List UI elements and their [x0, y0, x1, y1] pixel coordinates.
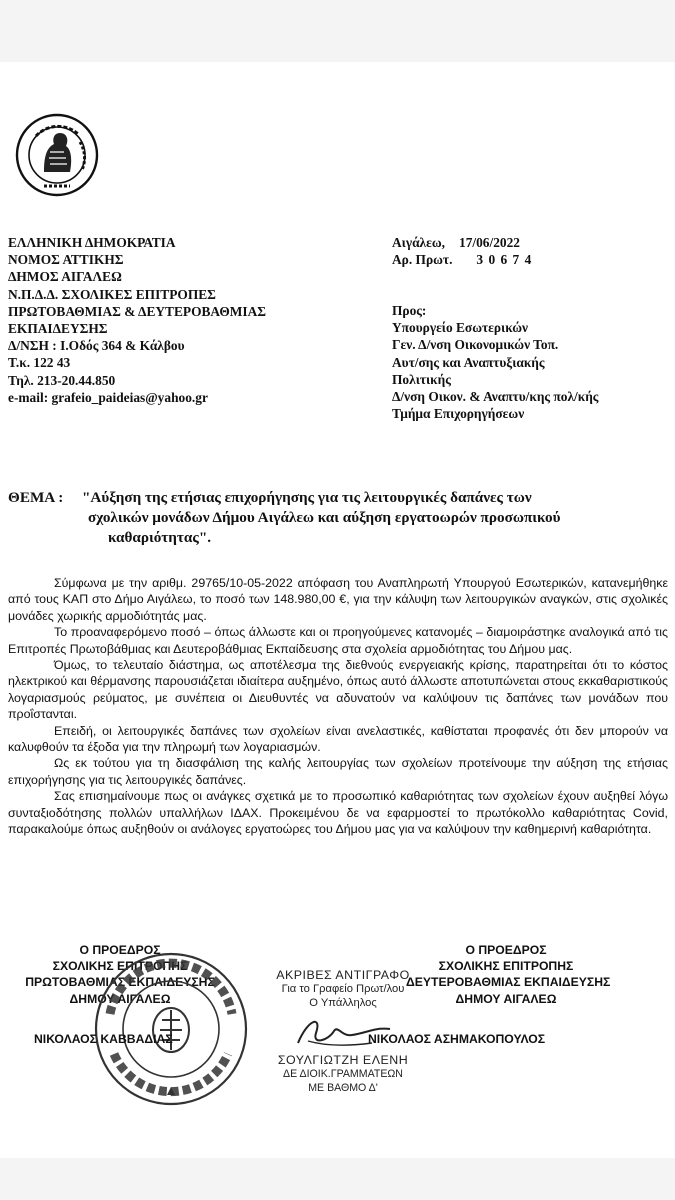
municipality-seal-logo — [14, 112, 100, 198]
header-line: Τηλ. 213-20.44.850 — [8, 372, 116, 388]
recipient-block — [392, 302, 598, 422]
signature-title: ΣΧΟΛΙΚΗΣ ΕΠΙΤΡΟΠΗΣ — [52, 959, 188, 974]
date-value: 17/06/2022 — [459, 235, 521, 250]
signature-title: Ο ΠΡΟΕΔΡΟΣ — [79, 943, 161, 957]
signer-name-right: ΝΙΚΟΛΑΟΣ ΑΣΗΜΑΚΟΠΟΥΛΟΣ — [368, 1032, 546, 1046]
subject-line: "Αύξηση της ετήσιας επιχορήγησης για τις λειτουργικές δαπάνες των — [82, 489, 532, 506]
recipient-line: Δ/νση Οικον. & Αναπτυ/κης πολ/κής — [392, 388, 599, 404]
top-bar — [0, 0, 675, 62]
header-email: e-mail: grafeio_paideias@yahoo.gr — [8, 389, 208, 405]
sender-header — [8, 234, 266, 406]
cert-title: ΑΚΡΙΒΕΣ ΑΝΤΙΓΡΑΦΟ — [276, 968, 410, 982]
signature-title: ΔΗΜΟΥ ΑΙΓΑΛΕΩ — [69, 991, 171, 1006]
header-line: Ν.Π.Δ.Δ. ΣΧΟΛΙΚΕΣ ΕΠΙΤΡΟΠΕΣ — [8, 286, 216, 302]
header-line: ΝΟΜΟΣ ΑΤΤΙΚΗΣ — [8, 252, 124, 268]
recipient-label: Προς: — [392, 303, 427, 318]
subject-label: ΘΕΜΑ : — [8, 489, 64, 506]
recipient-line: Πολιτικής — [392, 371, 451, 387]
header-line: Τ.κ. 122 43 — [8, 355, 71, 371]
header-line: ΔΗΜΟΣ ΑΙΓΑΛΕΩ — [8, 269, 122, 285]
recipient-line: Αυτ/σης και Αναπτυξιακής — [392, 354, 545, 370]
letter-body — [8, 575, 668, 838]
signature-right — [406, 942, 611, 1007]
header-line: ΠΡΩΤΟΒΑΘΜΙΑΣ & ΔΕΥΤΕΡΟΒΑΘΜΙΑΣ — [8, 303, 267, 319]
recipient-line: Τμήμα Επιχορηγήσεων — [392, 406, 525, 422]
signature-title: ΣΧΟΛΙΚΗΣ ΕΠΙΤΡΟΠΗΣ — [438, 959, 574, 974]
subject-line: σχολικών μονάδων Δήμου Αιγάλεω και αύξηση εργατοωρών προσωπικού — [88, 509, 561, 526]
signature-title: ΔΗΜΟΥ ΑΙΓΑΛΕΩ — [455, 991, 557, 1006]
recipient-line: Υπουργείο Εσωτερικών — [392, 320, 529, 336]
cert-name: ΣΟΥΛΓΙΩΤΖΗ ΕΛΕΝΗ — [277, 1052, 409, 1067]
signature-title: Ο ΠΡΟΕΔΡΟΣ — [465, 943, 547, 957]
paragraph: Σας επισημαίνουμε πως οι ανάγκες σχετικά με το προσωπικό καθαριότητας των σχολείων έχουν αυξηθεί λόγω συνταξιοδότησης πολλών υπαλλήλων ΙΔΑΧ. Προκειμένου δε να εφαρμοστεί το πρωτόκολλο καθαριότητας Covid, παρακαλούμε όπως αυξηθούν οι ανάλογες εργατοώρες του Δήμου μας για να καλύψουν την καθημερινή καθαριότητα. — [8, 789, 668, 837]
protocol-label: Αρ. Πρωτ. — [392, 252, 453, 268]
signature-title: ΔΕΥΤΕΡΟΒΑΘΜΙΑΣ ΕΚΠΑΙΔΕΥΣΗΣ — [406, 975, 611, 990]
header-line: ΕΚΠΑΙΔΕΥΣΗΣ — [8, 320, 108, 336]
bottom-bar — [0, 1158, 675, 1200]
subject-line: καθαριότητας". — [108, 529, 212, 546]
date-label: Αιγάλεω, — [392, 235, 445, 250]
paragraph: Το προαναφερόμενο ποσό – όπως άλλωστε και οι προηγούμενες κατανομές – διαμοιράστηκε αναλογικά από τις Επιτροπές Πρωτοβάθμιας και Δευτεροβάθμιας Εκπαίδευσης στα σχολεία αρμοδιότητας του Δήμου μας. — [8, 625, 668, 656]
paragraph: Όμως, το τελευταίο διάστημα, ως αποτέλεσμα της διεθνούς ενεργειακής κρίσης, παρατηρείται ότι το κόστος ηλεκτρικού και θέρμανσης παρουσιάζεται ιδιαίτερα αυξημένο, όπως αυτό άλλωστε αποτυπώνεται στους εκκαθαριστικούς λογαριασμούς ρεύματος, με συνέπεια οι Διευθυντές να αδυνατούν να καλύψουν τις δαπάνες των μονάδων που προΐστανται. — [8, 658, 668, 722]
cert-role: ΜΕ ΒΑΘΜΟ Δ' — [308, 1082, 378, 1095]
header-line: Δ/ΝΣΗ : Ι.Οδός 364 & Κάλβου — [8, 338, 185, 354]
signature-title: ΠΡΩΤΟΒΑΘΜΙΑΣ ΕΚΠΑΙΔΕΥΣΗΣ — [25, 975, 215, 990]
paragraph: Σύμφωνα με την αριθμ. 29765/10-05-2022 απόφαση του Αναπληρωτή Υπουργού Εσωτερικών, κατανεμήθηκε από τους ΚΑΠ στο Δήμο Αιγάλεω, το ποσό των 148.980,00 €, για την κάλυψη των λειτουργικών αναγκών, στις σχολικές μονάδες χωρικής αρμοδιότητάς μας. — [8, 576, 668, 623]
paragraph: Επειδή, οι λειτουργικές δαπάνες των σχολείων είναι ανελαστικές, καθίσταται προφανές ότι δεν μπορούν να καλυφθούν τα έξοδα για την πληρωμή των λογαριασμών. — [8, 723, 668, 755]
official-stamp — [92, 950, 250, 1108]
cert-role: ΔΕ ΔΙΟΙΚ.ΓΡΑΜΜΑΤΕΩΝ — [283, 1067, 403, 1080]
cert-line: Ο Υπάλληλος — [309, 997, 377, 1010]
paragraph: Ως εκ τούτου για τη διασφάλιση της καλής λειτουργίας των σχολείων προτείνουμε την αύξηση της ετήσιας επιχορήγησης για τις λειτουργικές δαπάνες. — [8, 756, 668, 787]
cert-line: Για το Γραφείο Πρωτ/λου — [281, 983, 405, 996]
date-block — [392, 234, 532, 268]
recipient-line: Γεν. Δ/νση Οικονομικών Τοπ. — [392, 337, 559, 353]
protocol-value: 3 0 6 7 4 — [476, 252, 533, 268]
signer-name-left: ΝΙΚΟΛΑΟΣ ΚΑΒΒΑΔΙΑΣ — [34, 1032, 173, 1046]
header-line: ΕΛΛΗΝΙΚΗ ΔΗΜΟΚΡΑΤΙΑ — [8, 235, 176, 250]
